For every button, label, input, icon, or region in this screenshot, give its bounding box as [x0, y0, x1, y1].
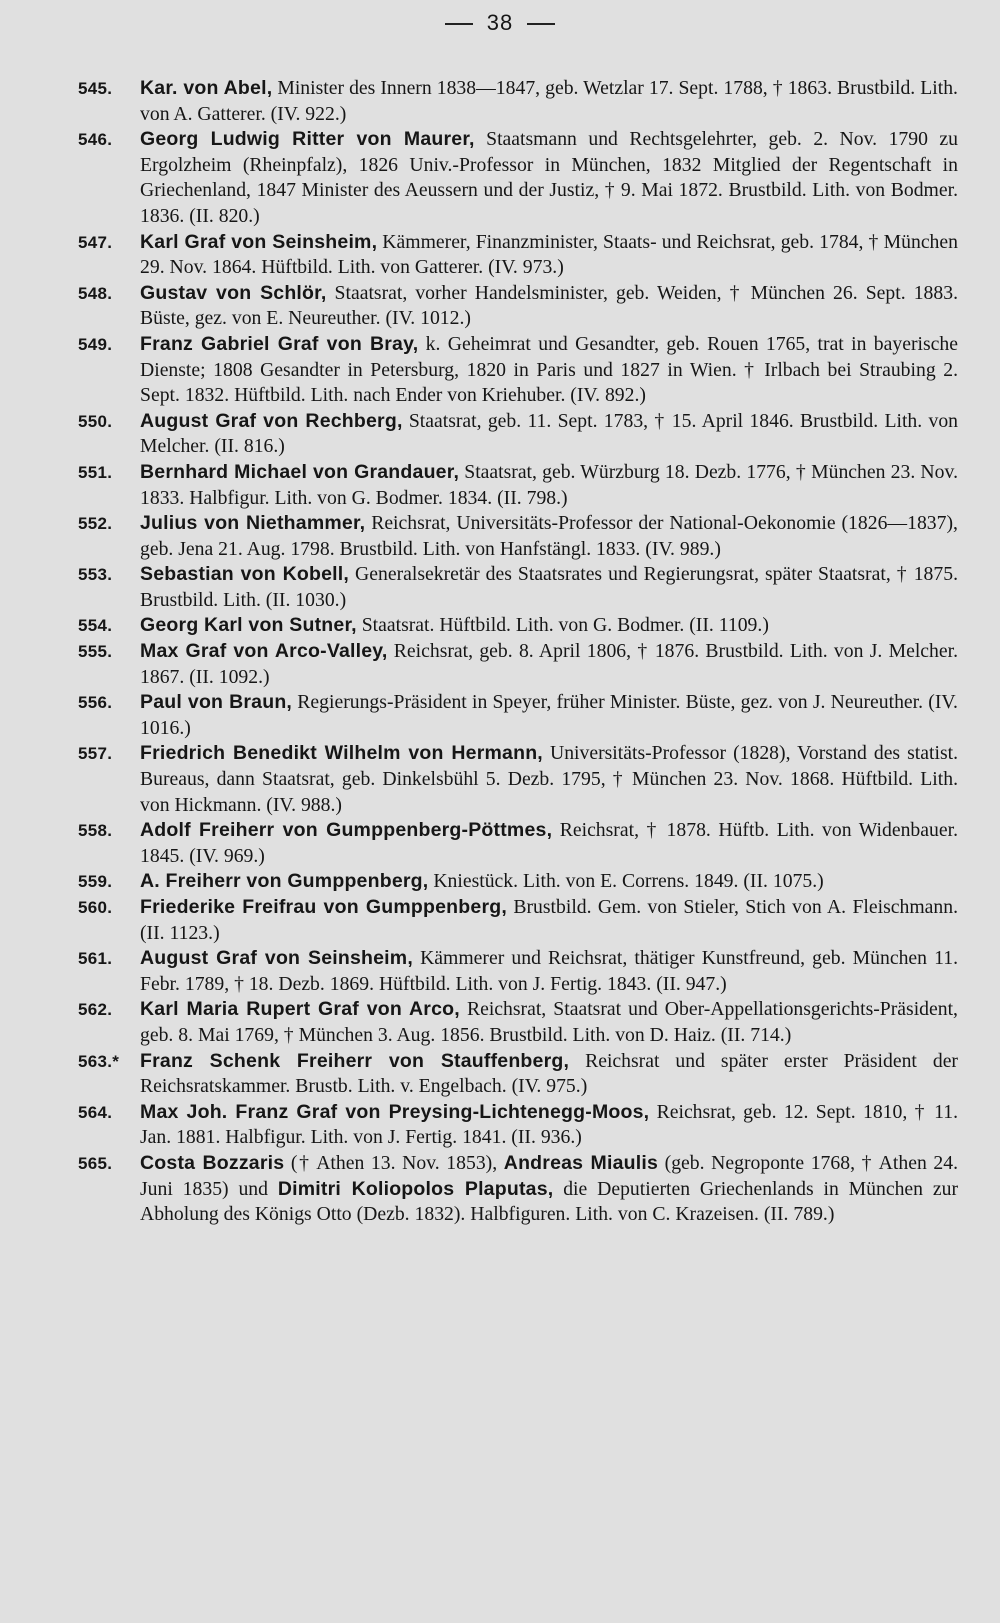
- person-name: Bernhard Michael von Grandauer,: [140, 460, 460, 483]
- entry-number: 559.: [78, 872, 113, 892]
- entry-number: 556.: [78, 693, 113, 713]
- entry-number: 560.: [78, 898, 113, 917]
- person-name: Adolf Freiherr von Gumppenberg-Pöttmes,: [140, 819, 553, 842]
- catalog-entry-list: [78, 76, 958, 1228]
- person-name: Franz Gabriel Graf von Bray,: [140, 332, 419, 355]
- catalog-entry: [78, 895, 958, 946]
- entry-description: Reichsrat, † 1878. Hüftb. Lith. von Widenbauer. 1845. (IV. 969.): [140, 819, 958, 867]
- entry-description: Reichsrat, geb. 8. April 1806, † 1876. Brustbild. Lith. von J. Melcher. 1867. (II. 1092.): [140, 640, 958, 688]
- header-dash-right: [527, 23, 555, 25]
- person-name: Friedrich Benedikt Wilhelm von Hermann,: [140, 742, 543, 765]
- catalog-entry: [78, 230, 958, 281]
- catalog-entry: [78, 1049, 958, 1100]
- person-name: Andreas Miaulis: [503, 1151, 659, 1174]
- catalog-entry: [78, 690, 958, 741]
- entry-description: Staatsrat, geb. Würzburg 18. Dezb. 1776, † München 23. Nov. 1833. Halbfigur. Lith. von G. Bodmer. 1834. (II. 798.): [140, 460, 958, 509]
- entry-description: k. Geheimrat und Gesandter, geb. Rouen 1765, trat in bayerische Dienste; 1808 Gesandter in Petersburg, 1820 in Paris und 1827 in Wien. † Irlbach bei Straubing 2. Sept. 1832. Hüftbild. Lith. nach Ender von Kriehuber. (IV. 892.): [140, 332, 958, 407]
- entry-number: 552.: [78, 514, 113, 534]
- catalog-entry: [78, 511, 958, 562]
- catalog-entry: [78, 460, 958, 511]
- person-name: Paul von Braun,: [140, 691, 293, 714]
- entry-number: 553.: [78, 565, 113, 585]
- entry-description: Reichsrat und später erster Präsident der Reichsratskammer. Brustb. Lith. v. Engelbach. (IV. 975.): [140, 1049, 958, 1098]
- entry-description: Kämmerer und Reichsrat, thätiger Kunstfreund, geb. München 11. Febr. 1789, † 18. Dezb. 1869. Hüftbild. Lith. von J. Fertig. 1843. (II. 947.): [140, 947, 959, 995]
- entry-description: Staatsrat, geb. 11. Sept. 1783, † 15. April 1846. Brustbild. Lith. von Melcher. (II. 816.): [140, 409, 959, 458]
- entry-number: 564.: [78, 1102, 113, 1122]
- person-name: Max Graf von Arco-Valley,: [140, 640, 388, 663]
- catalog-entry: [78, 997, 958, 1048]
- page-header: [0, 10, 1000, 36]
- catalog-entry: [78, 409, 958, 460]
- catalog-entry: [78, 639, 958, 690]
- person-name: Karl Graf von Seinsheim,: [140, 230, 378, 253]
- entry-description: (geb. Negroponte 1768, † Athen 24. Juni 1835) und: [140, 1151, 959, 1200]
- entry-description: Reichsrat, Universitäts-Professor der National-Oekonomie (1826—1837), geb. Jena 21. Aug. 1798. Brustbild. Lith. von Hanfstängl. 1833. (IV. 989.): [140, 512, 958, 560]
- entry-number: 545.: [78, 79, 113, 98]
- catalog-entry: [78, 332, 958, 409]
- catalog-entry: [78, 946, 958, 997]
- person-name: Georg Ludwig Ritter von Maurer,: [140, 128, 475, 151]
- catalog-entry: [78, 1100, 958, 1151]
- entry-number: 561.: [78, 949, 113, 969]
- person-name: Karl Maria Rupert Graf von Arco,: [140, 998, 460, 1021]
- header-dash-left: [445, 23, 473, 25]
- catalog-entry: [78, 281, 958, 332]
- person-name: Kar. von Abel,: [140, 77, 273, 99]
- entry-description: († Athen 13. Nov. 1853),: [284, 1151, 504, 1174]
- entry-number: 550.: [78, 411, 113, 431]
- entry-number: 547.: [78, 232, 113, 252]
- person-name: Julius von Niethammer,: [140, 512, 366, 535]
- entry-number: 563.*: [78, 1051, 120, 1071]
- catalog-entry: [78, 613, 958, 639]
- entry-number: 565.: [78, 1153, 113, 1173]
- entry-description: Kämmerer, Finanzminister, Staats- und Reichsrat, geb. 1784, † München 29. Nov. 1864. Hüftbild. Lith. von Gatterer. (IV. 973.): [140, 230, 958, 279]
- page-number: 38: [486, 10, 514, 35]
- catalog-entry: [78, 127, 958, 229]
- entry-description: Minister des Innern 1838—1847, geb. Wetzlar 17. Sept. 1788, † 1863. Brustbild. Lith. von A. Gatterer. (IV. 922.): [140, 77, 958, 125]
- entry-number: 555.: [78, 642, 113, 662]
- catalog-entry: [78, 562, 958, 613]
- catalog-entry: [78, 741, 958, 818]
- entry-description: Staatsmann und Rechtsgelehrter, geb. 2. Nov. 1790 zu Ergolzheim (Rheinpfalz), 1826 Univ.-Professor in München, 1832 Mitglied der Regentschaft in Griechenland, 1847 Minister des Aeussern und der Justiz, † 9. Mai 1872. Brustbild. Lith. von Bodmer. 1836. (II. 820.): [140, 128, 958, 227]
- person-name: Franz Schenk Freiherr von Stauffenberg,: [140, 1049, 570, 1072]
- entry-number: 562.: [78, 1000, 113, 1020]
- entry-number: 558.: [78, 821, 113, 841]
- person-name: Sebastian von Kobell,: [140, 563, 350, 586]
- person-name: A. Freiherr von Gumppenberg,: [140, 870, 429, 893]
- entry-description: Regierungs-Präsident in Speyer, früher Minister. Büste, gez. von J. Neureuther. (IV. 1016.): [140, 691, 958, 739]
- person-name: August Graf von Rechberg,: [140, 409, 403, 432]
- entry-description: Universitäts-Professor (1828), Vorstand des statist. Bureaus, dann Staatsrat, geb. Dinkelsbühl 5. Dezb. 1795, † München 23. Nov. 1868. Hüftbild. Lith. von Hickmann. (IV. 988.): [140, 742, 959, 816]
- catalog-entry: [78, 869, 958, 895]
- person-name: Friederike Freifrau von Gumppenberg,: [140, 896, 507, 918]
- entry-description: die Deputierten Griechenlands in München zur Abholung des Königs Otto (Dezb. 1832). Halbfiguren. Lith. von C. Krazeisen. (II. 789.): [140, 1177, 958, 1226]
- person-name: August Graf von Seinsheim,: [140, 947, 413, 970]
- entry-description: Kniestück. Lith. von E. Correns. 1849. (II. 1075.): [428, 870, 824, 893]
- entry-description: Generalsekretär des Staatsrates und Regierungsrat, später Staatsrat, † 1875. Brustbild. Lith. (II. 1030.): [140, 563, 958, 611]
- catalog-entry: [78, 818, 958, 869]
- person-name: Max Joh. Franz Graf von Preysing-Lichtenegg-Moos,: [140, 1100, 650, 1123]
- catalog-entry: [78, 1151, 958, 1228]
- entry-number: 554.: [78, 616, 113, 636]
- entry-number: 548.: [78, 283, 113, 303]
- entry-number: 557.: [78, 744, 113, 764]
- entry-description: Reichsrat, geb. 12. Sept. 1810, † 11. Jan. 1881. Halbfigur. Lith. von J. Fertig. 1841. (II. 936.): [140, 1100, 958, 1149]
- entry-number: 551.: [78, 462, 113, 482]
- entry-description: Staatsrat. Hüftbild. Lith. von G. Bodmer. (II. 1109.): [356, 614, 769, 637]
- entry-number: 546.: [78, 130, 113, 150]
- person-name: Dimitri Koliopolos Plaputas,: [277, 1177, 554, 1200]
- entry-description: Staatsrat, vorher Handelsminister, geb. Weiden, † München 26. Sept. 1883. Büste, gez. von E. Neureuther. (IV. 1012.): [140, 281, 958, 330]
- person-name: Georg Karl von Sutner,: [140, 614, 357, 637]
- person-name: Costa Bozzaris: [140, 1151, 285, 1174]
- entry-description: Brustbild. Gem. von Stieler, Stich von A. Fleischmann. (II. 1123.): [140, 896, 959, 944]
- entry-number: 549.: [78, 334, 113, 354]
- person-name: Gustav von Schlör,: [140, 281, 327, 304]
- catalog-entry: [78, 76, 958, 127]
- entry-description: Reichsrat, Staatsrat und Ober-Appellationsgerichts-Präsident, geb. 8. Mai 1769, † München 3. Aug. 1856. Brustbild. Lith. von D. Haiz. (II. 714.): [140, 998, 958, 1046]
